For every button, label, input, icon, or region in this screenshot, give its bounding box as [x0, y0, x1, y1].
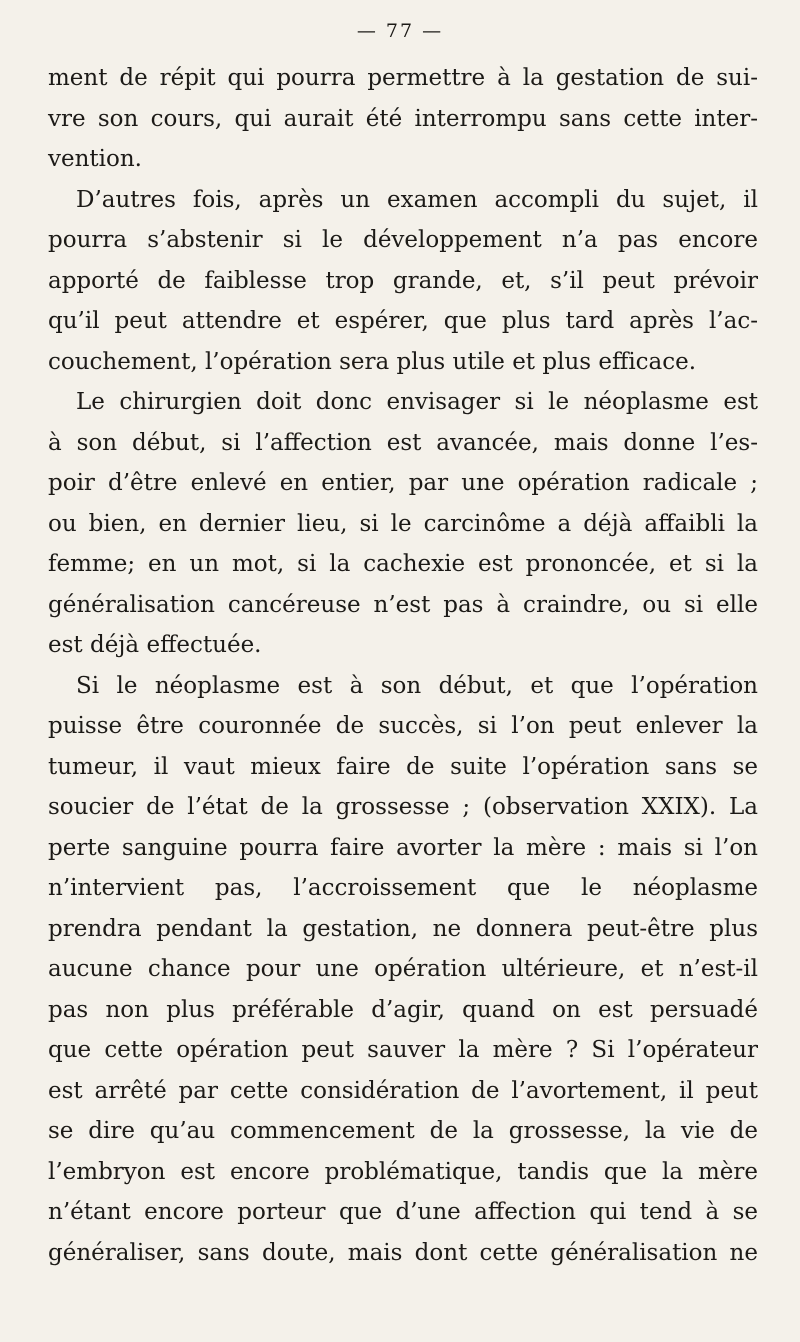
text-line: soucier de l’état de la grossesse ; (observation XXIX). La: [48, 794, 758, 820]
text-line: n’étant encore porteur que d’une affection qui tend à se: [48, 1199, 758, 1225]
text-line: prendra pendant la gestation, ne donnera peut-être plus: [48, 915, 758, 942]
text-line: D’autres fois, après un examen accompli du sujet, il: [76, 186, 758, 213]
text-line: aucune chance pour une opération ultérieure, et n’est-il: [48, 956, 758, 982]
text-line: perte sanguine pourra faire avorter la mère : mais si l’on: [48, 834, 758, 861]
text-line: Si le néoplasme est à son début, et que l’opération: [76, 672, 758, 699]
text-line: à son début, si l’affection est avancée, mais donne l’es-: [48, 429, 758, 456]
text-line: l’embryon est encore problématique, tandis que la mère: [48, 1158, 758, 1185]
text-line: vre son cours, qui aurait été interrompu sans cette inter-: [48, 105, 758, 132]
text-line: généraliser, sans doute, mais dont cette généralisation ne: [48, 1239, 758, 1266]
text-line: pas non plus préférable d’agir, quand on est persuadé: [48, 996, 758, 1023]
text-line: poir d’être enlevé en entier, par une opération radicale ;: [48, 470, 758, 496]
page-number: — 77 —: [356, 20, 444, 42]
text-line: apporté de faiblesse trop grande, et, s’il peut prévoir: [48, 267, 758, 294]
text-line: qu’il peut attendre et espérer, que plus tard après l’ac-: [48, 308, 758, 334]
text-line: pourra s’abstenir si le développement n’a pas encore: [48, 227, 758, 253]
text-line: n’intervient pas, l’accroissement que le néoplasme: [48, 875, 758, 901]
text-line: Le chirurgien doit donc envisager si le néoplasme est: [76, 389, 758, 415]
text-line: se dire qu’au commencement de la grossesse, la vie de: [48, 1118, 758, 1144]
text-line: tumeur, il vaut mieux faire de suite l’opération sans se: [48, 753, 758, 780]
body-text: [48, 58, 758, 1273]
text-line: est arrêté par cette considération de l’avortement, il peut: [48, 1077, 758, 1104]
text-line: est déjà effectuée.: [48, 632, 262, 658]
text-line: vention.: [48, 146, 142, 172]
text-line: que cette opération peut sauver la mère ? Si l’opérateur: [48, 1037, 758, 1063]
text-line: ou bien, en dernier lieu, si le carcinôme a déjà affaibli la: [48, 510, 758, 537]
text-line: femme; en un mot, si la cachexie est prononcée, et si la: [48, 551, 758, 577]
text-line: couchement, l’opération sera plus utile et plus efficace.: [48, 348, 697, 375]
text-line: puisse être couronnée de succès, si l’on peut enlever la: [48, 713, 758, 739]
text-line: généralisation cancéreuse n’est pas à craindre, ou si elle: [48, 591, 758, 618]
text-line: ment de répit qui pourra permettre à la gestation de sui-: [48, 65, 758, 91]
